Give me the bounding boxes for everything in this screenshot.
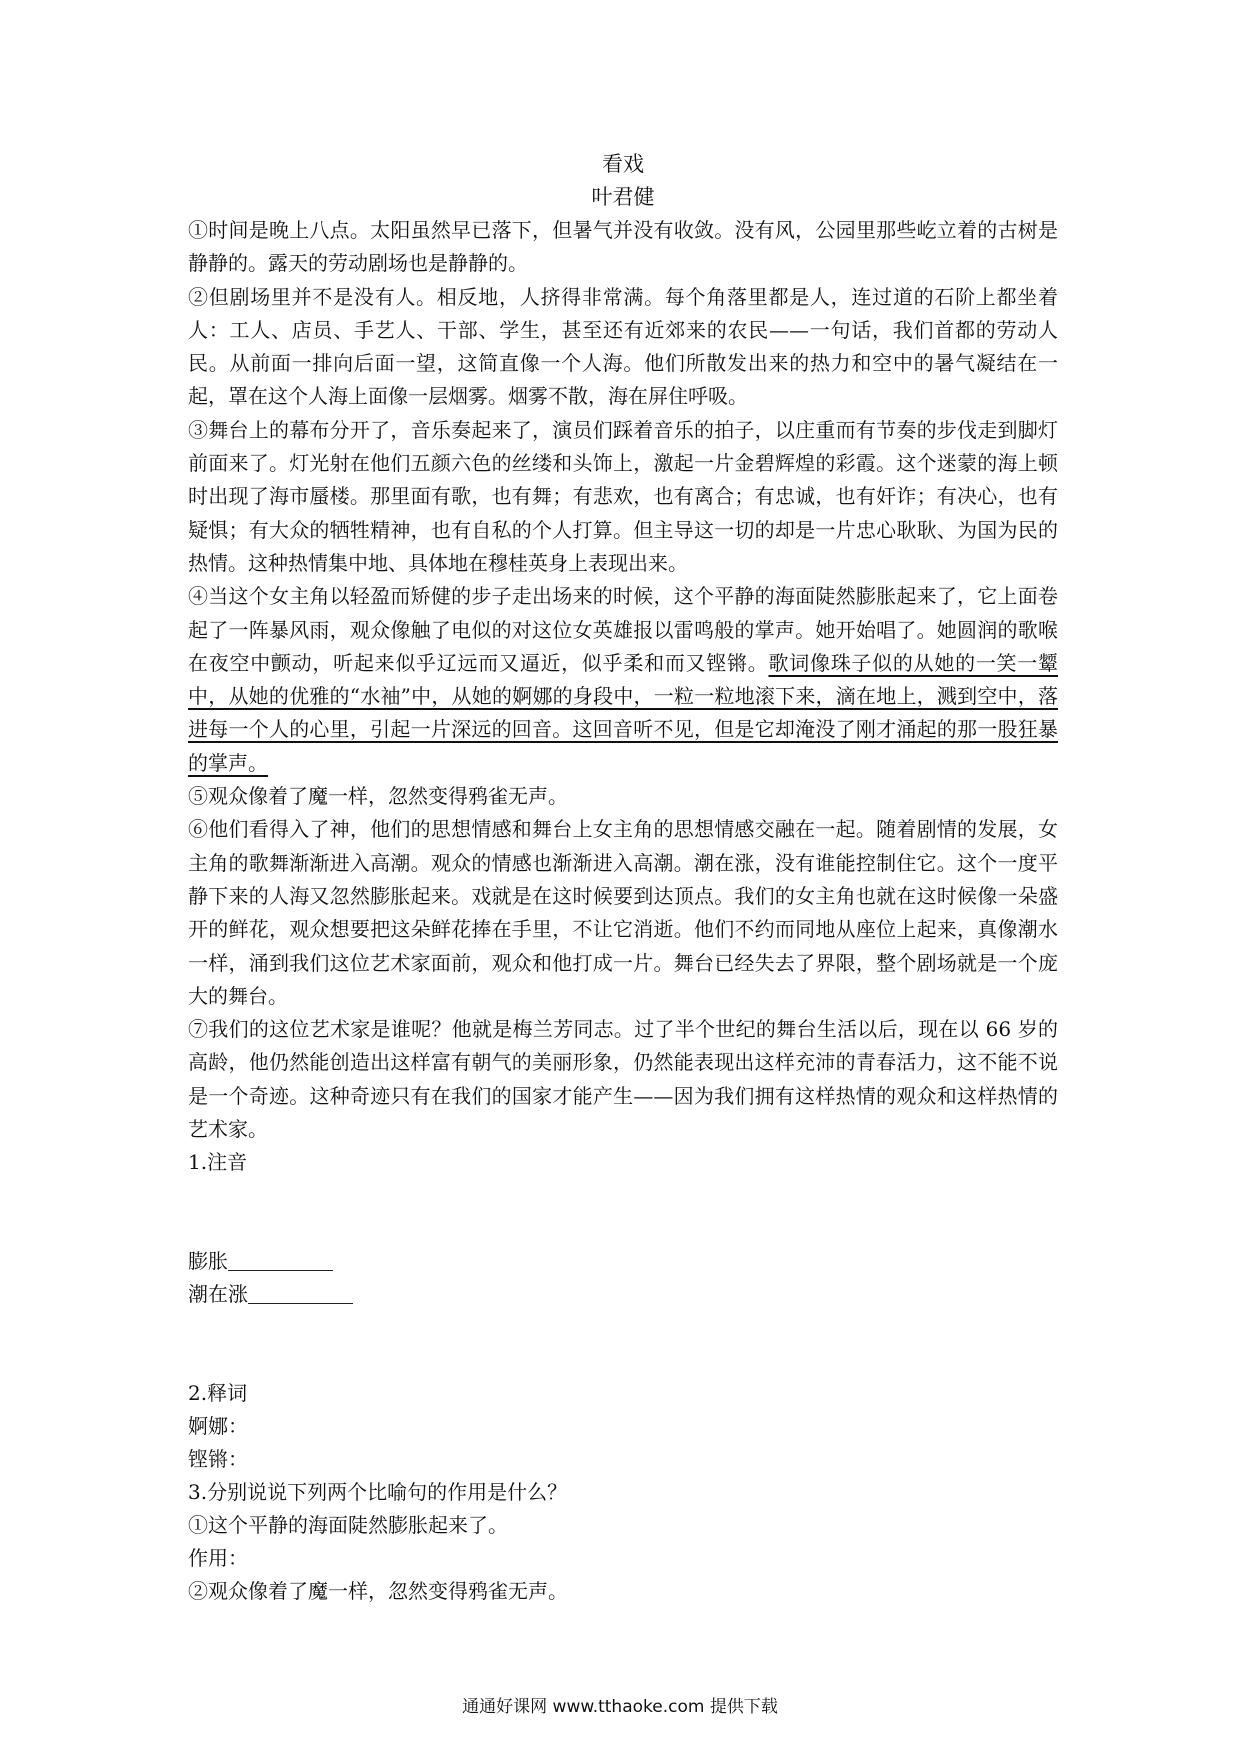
question-2-item-2: 铿锵： <box>188 1447 248 1472</box>
question-1-heading: 1.注音 <box>188 1150 248 1175</box>
question-1-item-1 <box>188 1245 1058 1278</box>
paragraph-3: ③舞台上的幕布分开了，音乐奏起来了，演员们踩着音乐的拍子，以庄重而有节奏的步伐走到脚灯前面来了。灯光射在他们五颜六色的丝缕和头饰上，激起一片金碧辉煌的彩霞。这个迷蒙的海上顿时出现了海市蜃楼。那里面有歌，也有舞；有悲欢，也有离合；有忠诚，也有奸诈；有决心，也有疑惧；有大众的牺牲精神，也有自私的个人打算。但主导这一切的却是一片忠心耿耿、为国为民的热情。这种热情集中地、具体地在穆桂英身上表现出来。 <box>188 417 1058 575</box>
paragraph-4 <box>188 580 1058 780</box>
document-page <box>188 148 1058 1608</box>
question-3-sentence-2: ②观众像着了魔一样，忽然变得鸦雀无声。 <box>188 1579 568 1604</box>
question-3-answer-label: 作用： <box>188 1546 248 1571</box>
question-3-heading: 3.分别说说下列两个比喻句的作用是什么？ <box>188 1480 568 1505</box>
paragraph-1: ①时间是晚上八点。太阳虽然早已落下，但暑气并没有收敛。没有风，公园里那些屹立着的古树是静静的。露天的劳动剧场也是静静的。 <box>188 218 1058 276</box>
paragraph-6: ⑥他们看得入了神，他们的思想情感和舞台上女主角的思想情感交融在一起。随着剧情的发展，女主角的歌舞渐渐进入高潮。观众的情感也渐渐进入高潮。潮在涨，没有谁能控制住它。这个一度平静下来的人海又忽然膨胀起来。戏就是在这时候要到达顶点。我们的女主角也就在这时候像一朵盛开的鲜花，观众想要把这朵鲜花捧在手里，不让它消逝。他们不约而同地从座位上起来，真像潮水一样，涌到我们这位艺术家面前，观众和他打成一片。舞台已经失去了界限，整个剧场就是一个庞大的舞台。 <box>188 817 1058 1008</box>
question-1-item-2-text: 潮在涨 <box>188 1282 248 1307</box>
answer-blank[interactable] <box>248 1283 353 1304</box>
document-title: 看戏 <box>602 152 644 176</box>
question-1-item-2 <box>188 1278 1058 1311</box>
paragraph-2: ②但剧场里并不是没有人。相反地，人挤得非常满。每个角落里都是人，连过道的石阶上都坐着人：工人、店员、手艺人、干部、学生，甚至还有近郊来的农民——一句话，我们首都的劳动人民。从前面一排向后面一望，这简直像一个人海。他们所散发出来的热力和空中的暑气凝结在一起，罩在这个人海上面像一层烟雾。烟雾不散，海在屏住呼吸。 <box>188 284 1058 409</box>
page-footer: 通通好课网 www.tthaoke.com 提供下载 <box>462 1697 778 1717</box>
question-2-heading: 2.释词 <box>188 1381 248 1406</box>
paragraph-4-plain: ④当这个女主角以轻盈而矫健的步子走出场来的时候，这个平静的海面陡然膨胀起来了，它上面卷起了一阵暴风雨，观众像触了电似的对这位女英雄报以雷鸣般的掌声。她开始唱了。她圆润的歌喉在夜空中颤动，听起来似乎辽远而又逼近，似乎柔和而又铿锵。 <box>188 584 1058 675</box>
paragraph-7: ⑦我们的这位艺术家是谁呢？他就是梅兰芳同志。过了半个世纪的舞台生活以后，现在以 66 岁的高龄，他仍然能创造出这样富有朝气的美丽形象，仍然能表现出这样充沛的青春活力，这不能不说是一个奇迹。这种奇迹只有在我们的国家才能产生——因为我们拥有这样热情的观众和这样热情的艺术家。 <box>188 1017 1058 1142</box>
document-author: 叶君健 <box>591 185 655 209</box>
question-1-item-1-text: 膨胀 <box>188 1249 228 1274</box>
paragraph-5: ⑤观众像着了魔一样，忽然变得鸦雀无声。 <box>188 784 568 809</box>
question-2-item-1: 婀娜： <box>188 1414 248 1439</box>
paragraph-4-underlined: 歌词像珠子似的从她的一笑一颦中，从她的优雅的“水袖”中，从她的婀娜的身段中，一粒一粒地滚下来，滴在地上，溅到空中，落进每一个人的心里，引起一片深远的回音。这回音听不见，但是它却淹没了刚才涌起的那一股狂暴的掌声。 <box>188 650 1059 775</box>
answer-blank[interactable] <box>228 1250 333 1271</box>
question-3-sentence-1: ①这个平静的海面陡然膨胀起来了。 <box>188 1513 508 1538</box>
